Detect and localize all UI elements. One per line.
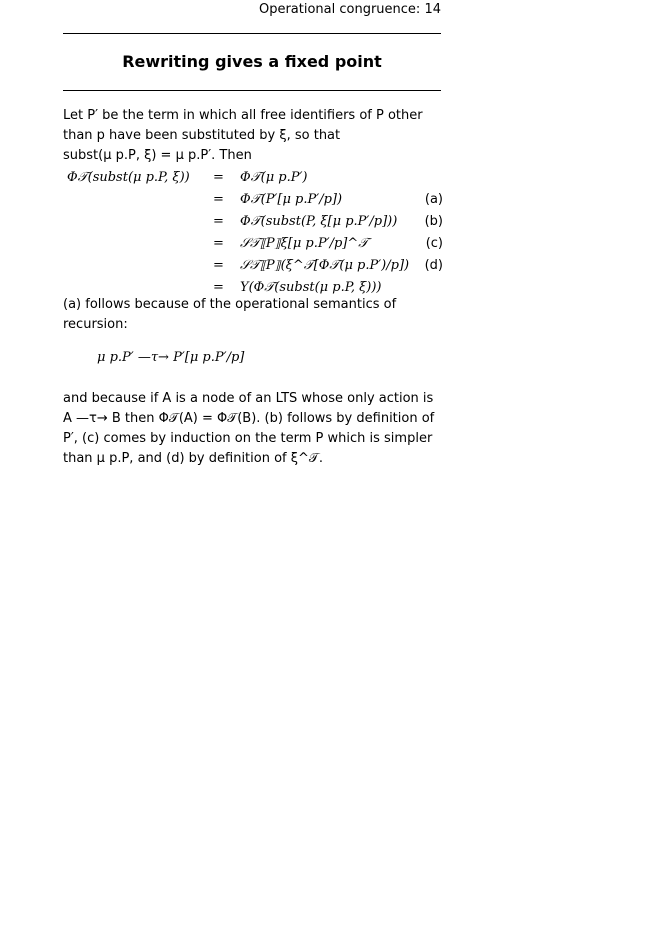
intro-line-3: subst(μ p.P, ξ) = μ p.P′. Then: [63, 148, 252, 163]
explanation-line-1: (a) follows because of the operational semantics of: [63, 297, 397, 312]
intro-line-2: than p have been substituted by ξ, so that: [63, 128, 341, 143]
equals-sign: =: [213, 258, 224, 273]
step-tag: (a): [424, 192, 443, 207]
explanation-line-2: recursion:: [63, 317, 128, 332]
explanation-paragraph: [63, 295, 443, 335]
derivation-rhs: Φ𝒯(subst(P, ξ[μ p.P′/p])): [240, 214, 398, 229]
derivation-row: [63, 233, 443, 255]
explanation-line-6: than μ p.P, and (d) by definition of ξ^𝒯.: [63, 451, 323, 466]
derivation-row: [63, 167, 443, 189]
derivation-rhs: Φ𝒯(μ p.P′): [240, 170, 308, 185]
derivation-rhs: 𝒮𝒯⟦P⟧ξ[μ p.P′/p]^𝒯: [240, 236, 369, 251]
intro-line-1: Let P′ be the term in which all free identifiers of P other: [63, 108, 423, 123]
derivation-row: [63, 189, 443, 211]
bottom-rule: [63, 90, 441, 91]
step-tag: (c): [425, 236, 443, 251]
equals-sign: =: [213, 192, 224, 207]
explanation-line-5: P′, (c) comes by induction on the term P which is simpler: [63, 431, 433, 446]
derivation-lhs: Φ𝒯(subst(μ p.P, ξ)): [67, 170, 190, 185]
continuation-paragraph: [63, 389, 443, 469]
display-formula: μ p.P′ —τ→ P′[μ p.P′/p]: [97, 350, 245, 365]
derivation: [63, 167, 443, 299]
derivation-row: [63, 255, 443, 277]
equals-sign: =: [213, 170, 224, 185]
equals-sign: =: [213, 214, 224, 229]
derivation-row: [63, 211, 443, 233]
equals-sign: =: [213, 236, 224, 251]
step-tag: (b): [424, 214, 443, 229]
top-rule: [63, 33, 441, 34]
explanation-line-3: and because if A is a node of an LTS whose only action is: [63, 391, 434, 406]
derivation-rhs: Υ(Φ𝒯(subst(μ p.P, ξ))): [240, 280, 382, 295]
running-header: Operational congruence: 14: [258, 2, 441, 17]
explanation-line-4: A —τ→ B then Φ𝒯(A) = Φ𝒯(B). (b) follows by definition of: [63, 411, 435, 426]
section-title: Rewriting gives a fixed point: [122, 52, 382, 71]
step-tag: (d): [424, 258, 443, 273]
derivation-rhs: 𝒮𝒯⟦P⟧(ξ^𝒯[Φ𝒯(μ p.P′)/p]): [240, 258, 410, 273]
intro-paragraph: [63, 106, 443, 166]
equals-sign: =: [213, 280, 224, 295]
derivation-rhs: Φ𝒯(P′[μ p.P′/p]): [240, 192, 343, 207]
